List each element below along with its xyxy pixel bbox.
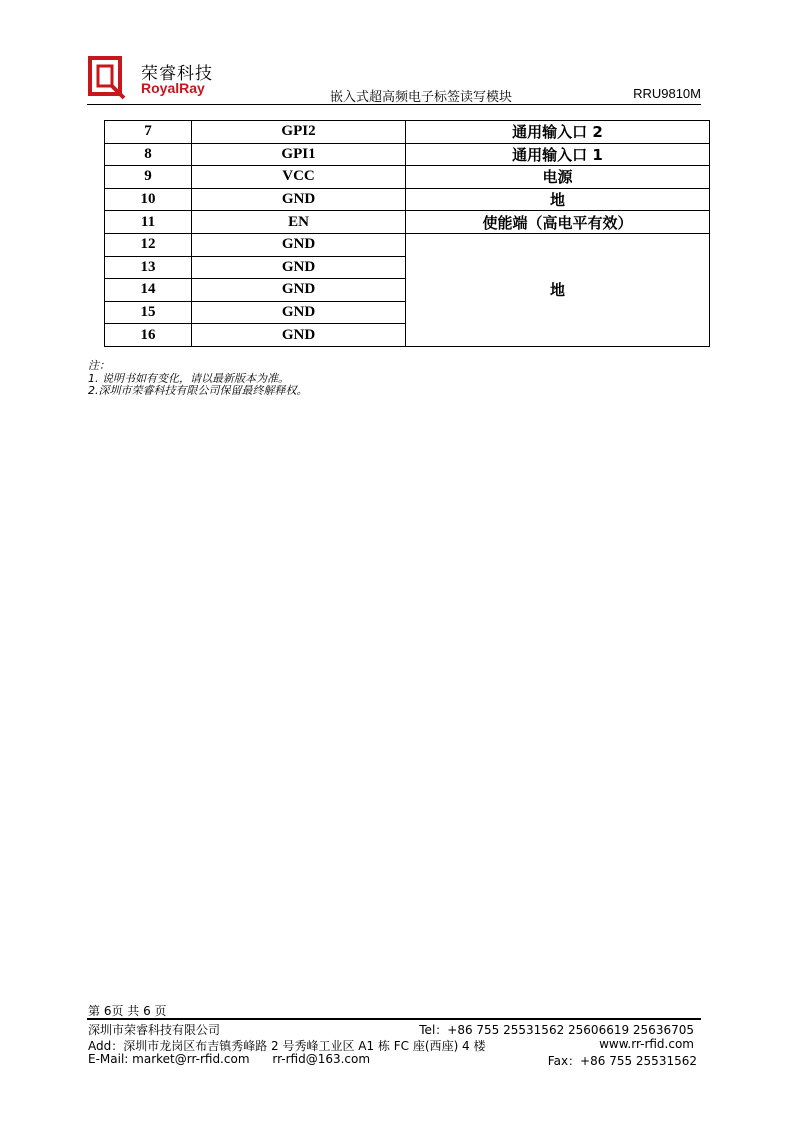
fax: Fax：+86 755 25531562	[547, 1054, 697, 1068]
pin-definition-table	[104, 120, 710, 347]
document-title: 嵌入式超高频电子标签读写模块	[330, 90, 513, 105]
royalray-logo-icon	[88, 56, 128, 100]
table-row	[105, 166, 710, 189]
pin-name: GND	[192, 256, 406, 279]
pin-name: GND	[192, 233, 406, 256]
table-row	[105, 188, 710, 211]
pin-name: VCC	[192, 166, 406, 189]
email-link[interactable]: E-Mail: market@rr-rfid.com rr-rfid@163.com	[88, 1052, 371, 1066]
pin-number: 11	[105, 211, 192, 234]
pin-description: 地	[406, 188, 710, 211]
note-item: 1. 说明书如有变化，请以最新版本为准。	[88, 371, 289, 385]
pin-number: 13	[105, 256, 192, 279]
page-number: 第 6页 共 6 页	[88, 1004, 167, 1018]
pin-name: GND	[192, 301, 406, 324]
table-row	[105, 233, 710, 256]
note-item: 2.深圳市荣睿科技有限公司保留最终解释权。	[88, 384, 308, 397]
notes-section	[88, 360, 308, 398]
pin-name: GPI2	[192, 121, 406, 144]
telephone: Tel：+86 755 25531562 25606619 25636705	[419, 1023, 694, 1037]
pin-number: 8	[105, 143, 192, 166]
brand-name-cn: 荣睿科技	[141, 64, 213, 84]
pin-description: 电源	[406, 166, 710, 189]
pin-name: EN	[192, 211, 406, 234]
pin-name: GND	[192, 279, 406, 302]
pin-number: 9	[105, 166, 192, 189]
pin-number: 12	[105, 233, 192, 256]
header-divider	[87, 104, 701, 105]
model-number: RRU9810M	[633, 86, 701, 101]
website-link[interactable]: www.rr-rfid.com	[599, 1037, 694, 1051]
merged-pin-description: 地	[406, 233, 710, 346]
pin-description: 使能端（高电平有效）	[406, 211, 710, 234]
pin-description: 通用输入口 1	[406, 143, 710, 166]
pin-number: 7	[105, 121, 192, 144]
footer-divider	[87, 1018, 701, 1020]
pin-number: 14	[105, 279, 192, 302]
pin-number: 16	[105, 324, 192, 347]
pin-description: 通用输入口 2	[406, 121, 710, 144]
table-row	[105, 211, 710, 234]
brand-name-en: RoyalRay	[141, 80, 205, 96]
table-row	[105, 143, 710, 166]
pin-name: GND	[192, 324, 406, 347]
notes-title: 注：	[88, 359, 110, 372]
table-row	[105, 121, 710, 144]
company-name: 深圳市荣睿科技有限公司	[88, 1023, 221, 1037]
pin-name: GPI1	[192, 143, 406, 166]
pin-name: GND	[192, 188, 406, 211]
pin-number: 10	[105, 188, 192, 211]
pin-number: 15	[105, 301, 192, 324]
address: Add：深圳市龙岗区布吉镇秀峰路 2 号秀峰工业区 A1 栋 FC 座(西座) 4 楼	[88, 1039, 486, 1053]
